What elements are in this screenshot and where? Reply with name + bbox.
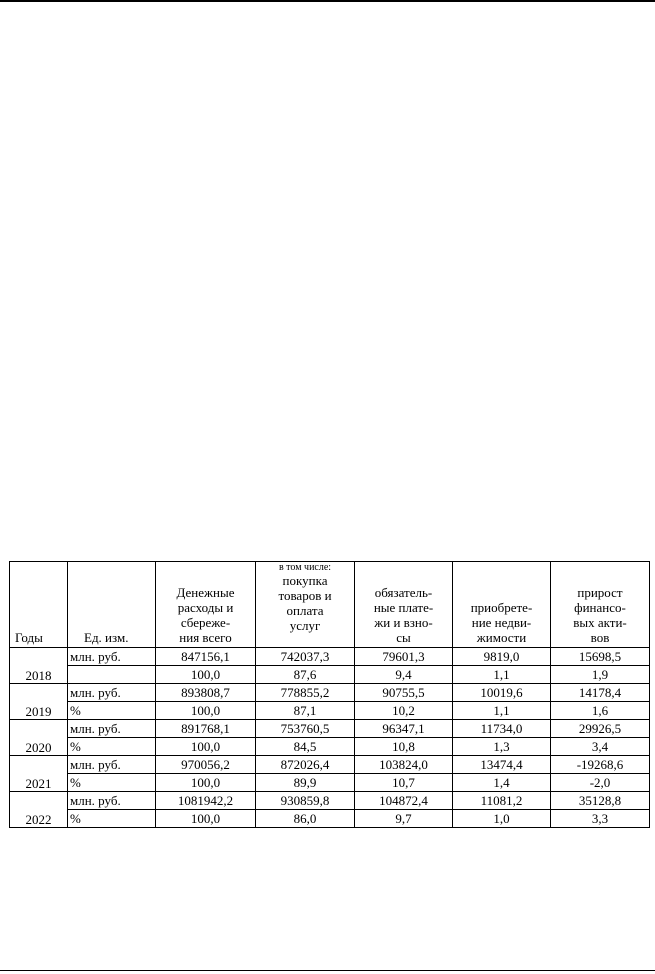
- value-cell: 10,2: [355, 702, 453, 720]
- top-rule: [0, 0, 655, 2]
- value-cell: 100,0: [156, 666, 256, 684]
- unit-cell: %: [68, 774, 156, 792]
- value-cell: 872026,4: [256, 756, 355, 774]
- value-cell: 13474,4: [453, 756, 551, 774]
- value-cell: -2,0: [551, 774, 650, 792]
- table-row: [10, 738, 650, 756]
- value-cell: 100,0: [156, 702, 256, 720]
- value-cell: 86,0: [256, 810, 355, 828]
- value-cell: 1,6: [551, 702, 650, 720]
- value-cell: 89,9: [256, 774, 355, 792]
- value-cell: 11081,2: [453, 792, 551, 810]
- year-cell: 2021: [10, 756, 68, 792]
- header-row: [10, 562, 650, 648]
- value-cell: 1,4: [453, 774, 551, 792]
- value-cell: 84,5: [256, 738, 355, 756]
- value-cell: 1,1: [453, 702, 551, 720]
- table-row: [10, 684, 650, 702]
- value-cell: 87,1: [256, 702, 355, 720]
- unit-cell: %: [68, 738, 156, 756]
- value-cell: 10,7: [355, 774, 453, 792]
- unit-cell: млн. руб.: [68, 720, 156, 738]
- value-cell: 14178,4: [551, 684, 650, 702]
- value-cell: 10019,6: [453, 684, 551, 702]
- header-assets: прирост финансо- вых акти- вов: [551, 562, 650, 648]
- value-cell: 96347,1: [355, 720, 453, 738]
- value-cell: 847156,1: [156, 648, 256, 666]
- header-realty: приобрете- ние недви- жимости: [453, 562, 551, 648]
- value-cell: 1,0: [453, 810, 551, 828]
- header-purchases: в том числе: покупка товаров и оплата услуг: [256, 562, 355, 648]
- unit-cell: млн. руб.: [68, 684, 156, 702]
- table-row: [10, 702, 650, 720]
- value-cell: 1081942,2: [156, 792, 256, 810]
- bottom-rule: [0, 970, 655, 971]
- year-cell: 2020: [10, 720, 68, 756]
- table-row: [10, 774, 650, 792]
- value-cell: 1,1: [453, 666, 551, 684]
- header-payments: обязатель- ные плате- жи и взно- сы: [355, 562, 453, 648]
- table-row: [10, 666, 650, 684]
- value-cell: 103824,0: [355, 756, 453, 774]
- value-cell: 970056,2: [156, 756, 256, 774]
- unit-cell: млн. руб.: [68, 648, 156, 666]
- value-cell: 100,0: [156, 774, 256, 792]
- value-cell: 893808,7: [156, 684, 256, 702]
- value-cell: 11734,0: [453, 720, 551, 738]
- value-cell: 3,3: [551, 810, 650, 828]
- value-cell: 891768,1: [156, 720, 256, 738]
- value-cell: 35128,8: [551, 792, 650, 810]
- header-total: Денежные расходы и сбереже- ния всего: [156, 562, 256, 648]
- year-cell: 2022: [10, 792, 68, 828]
- table-row: [10, 792, 650, 810]
- value-cell: 15698,5: [551, 648, 650, 666]
- value-cell: 100,0: [156, 810, 256, 828]
- value-cell: 9,7: [355, 810, 453, 828]
- unit-cell: млн. руб.: [68, 756, 156, 774]
- header-subtitle: в том числе:: [278, 562, 332, 573]
- table-body: [10, 648, 650, 828]
- value-cell: 79601,3: [355, 648, 453, 666]
- unit-cell: млн. руб.: [68, 792, 156, 810]
- value-cell: 87,6: [256, 666, 355, 684]
- year-cell: 2018: [10, 648, 68, 684]
- header-year: Годы: [10, 562, 68, 648]
- value-cell: 753760,5: [256, 720, 355, 738]
- unit-cell: %: [68, 702, 156, 720]
- header-unit: Ед. изм.: [68, 562, 156, 648]
- table-row: [10, 648, 650, 666]
- value-cell: 29926,5: [551, 720, 650, 738]
- unit-cell: %: [68, 810, 156, 828]
- unit-cell: [68, 666, 156, 684]
- value-cell: -19268,6: [551, 756, 650, 774]
- value-cell: 778855,2: [256, 684, 355, 702]
- table-row: [10, 810, 650, 828]
- value-cell: 9819,0: [453, 648, 551, 666]
- expenditure-table: [9, 561, 650, 828]
- value-cell: 9,4: [355, 666, 453, 684]
- value-cell: 3,4: [551, 738, 650, 756]
- value-cell: 1,9: [551, 666, 650, 684]
- year-cell: 2019: [10, 684, 68, 720]
- value-cell: 10,8: [355, 738, 453, 756]
- value-cell: 930859,8: [256, 792, 355, 810]
- value-cell: 742037,3: [256, 648, 355, 666]
- value-cell: 1,3: [453, 738, 551, 756]
- table-row: [10, 756, 650, 774]
- table-row: [10, 720, 650, 738]
- value-cell: 90755,5: [355, 684, 453, 702]
- value-cell: 104872,4: [355, 792, 453, 810]
- value-cell: 100,0: [156, 738, 256, 756]
